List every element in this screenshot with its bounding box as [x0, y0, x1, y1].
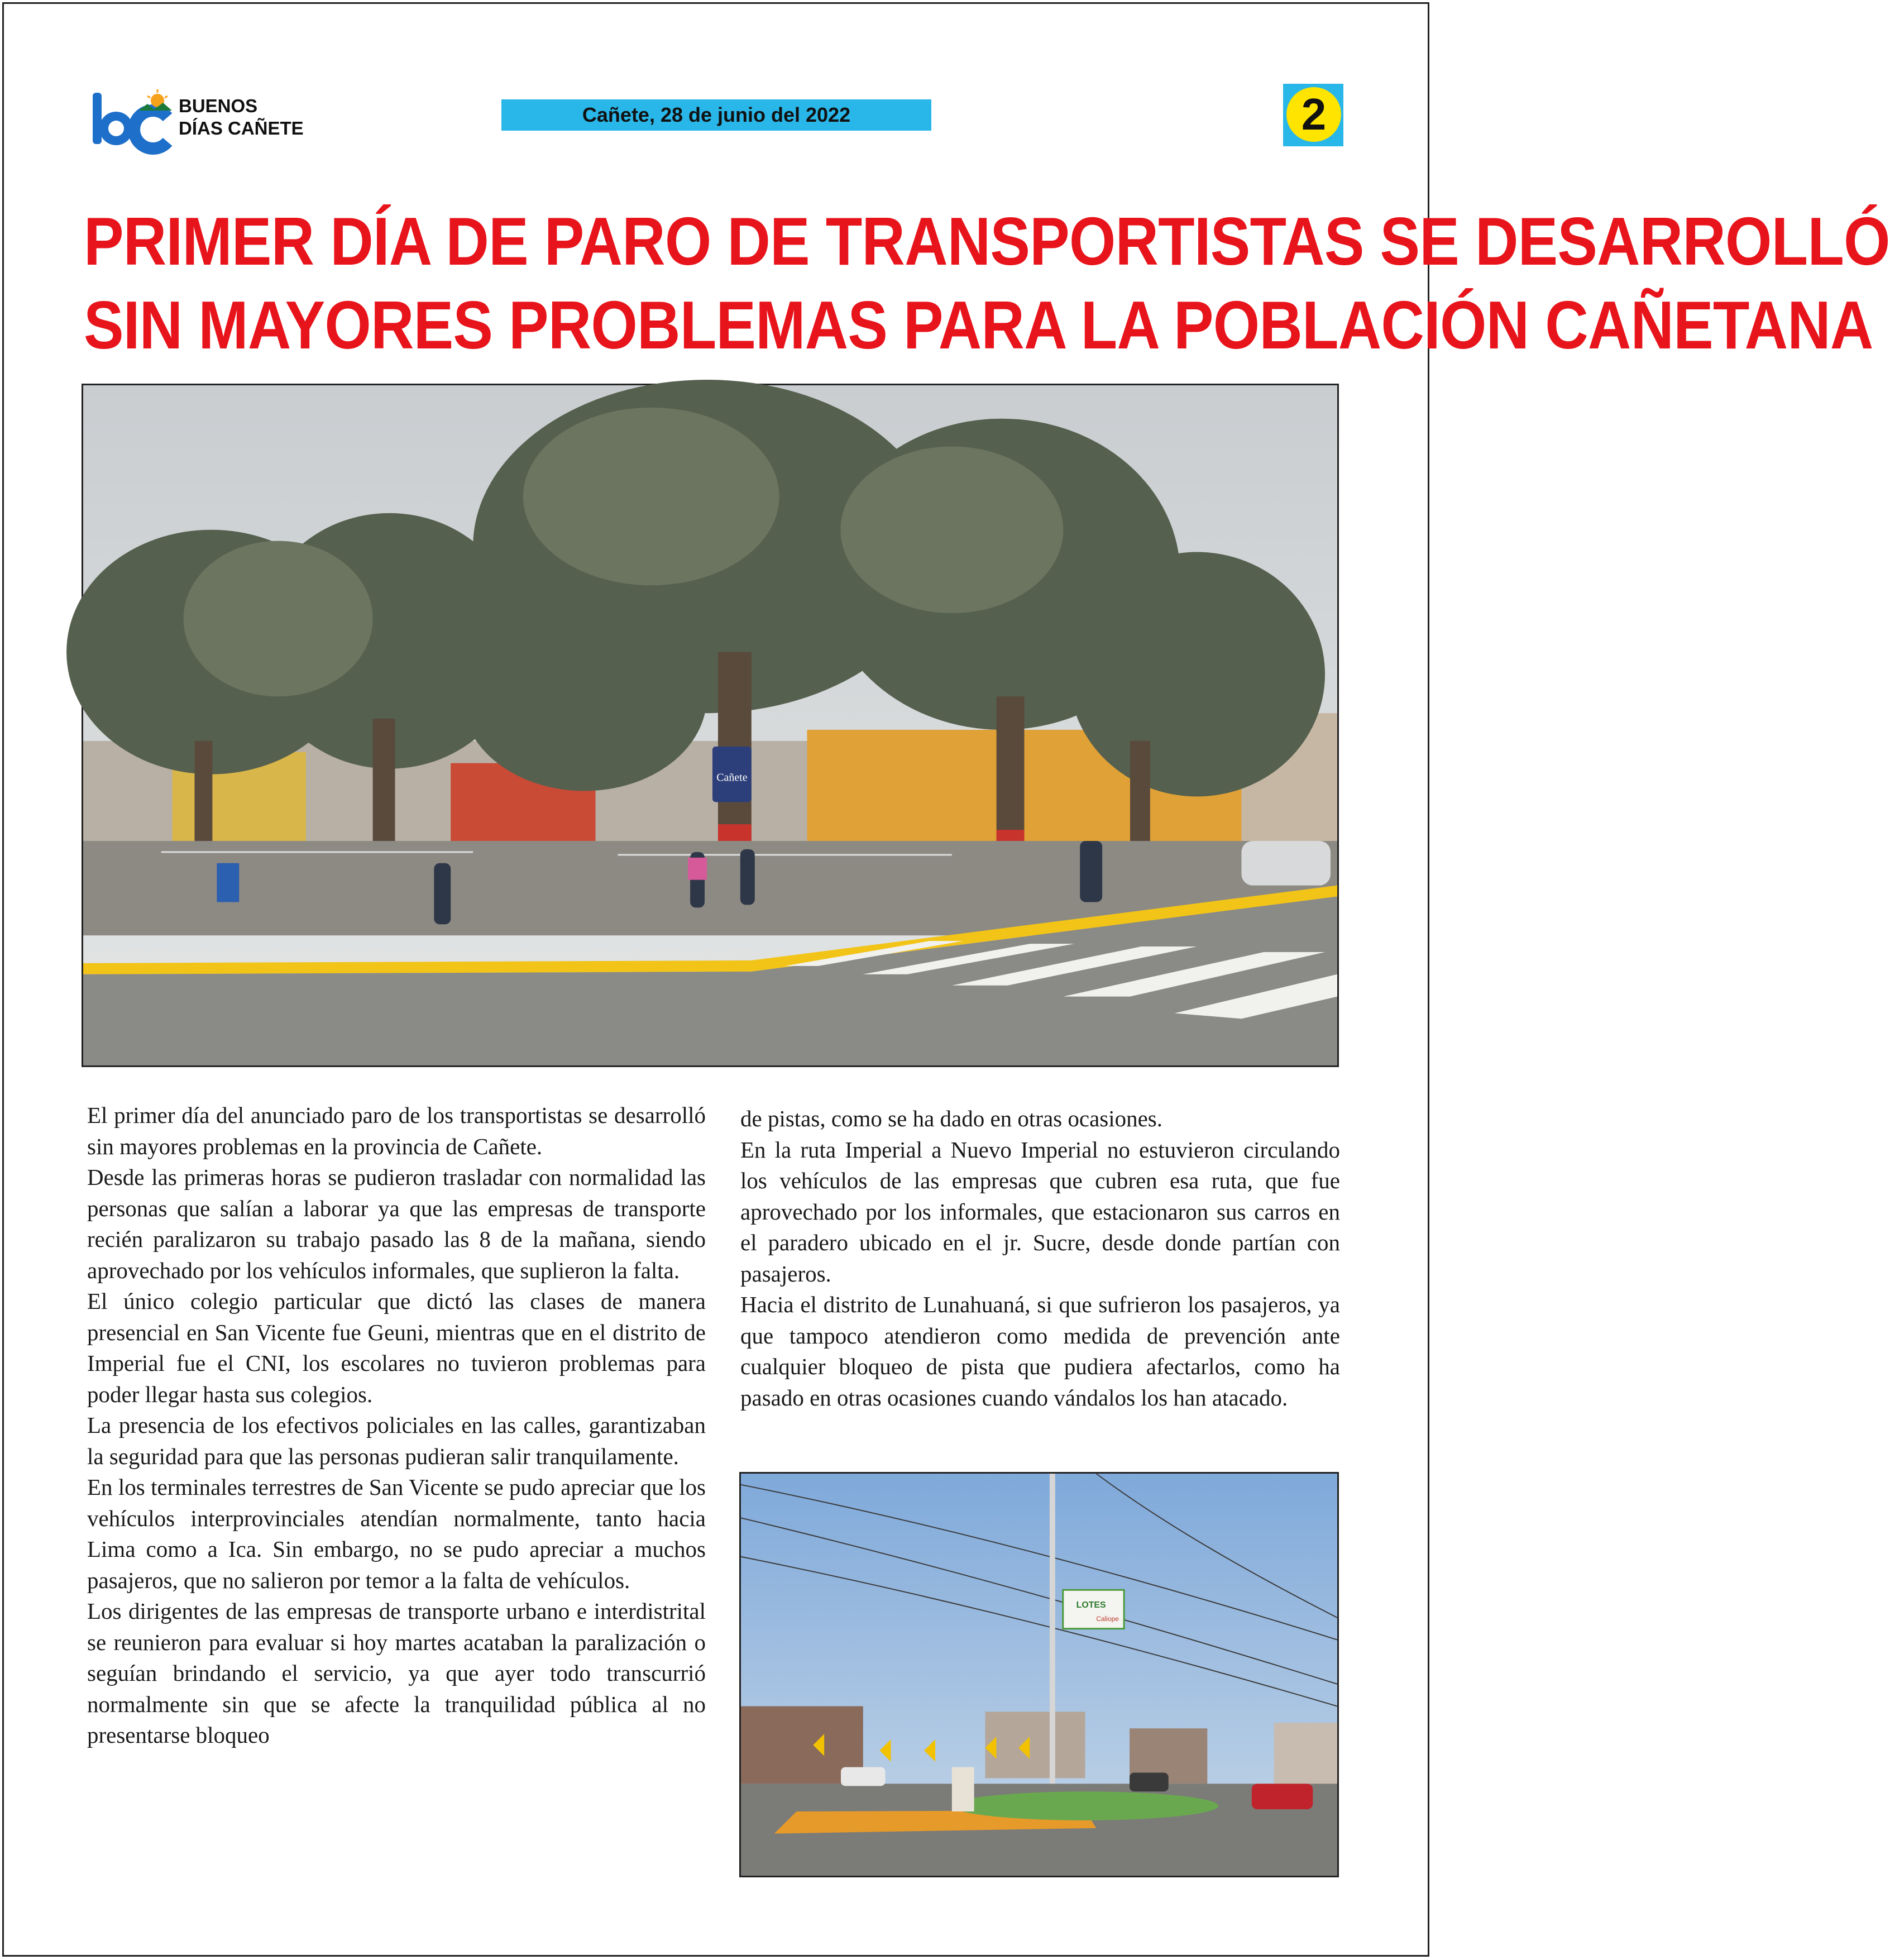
page-number: 2 — [1286, 87, 1341, 142]
article-left-column — [87, 1100, 706, 1751]
article-paragraph: En los terminales terrestres de San Vicente se pudo apreciar que los vehículos interprovinciales atendían normalmente, tanto hacia Lima como a Ica. Sin embargo, no se pudo apreciar a muchos pasajeros, que no salieron por temor a la falta de vehículos. — [87, 1474, 706, 1593]
second-photo-roundabout — [739, 1472, 1339, 1877]
article-paragraph: de pistas, como se ha dado en otras ocasiones. — [740, 1106, 1163, 1131]
article-paragraph: La presencia de los efectivos policiales en las calles, garantizaban la seguridad para que las personas pudieran salir tranquilamente. — [87, 1412, 706, 1469]
billboard-text-1: LOTES — [1076, 1600, 1106, 1610]
article-paragraph: Los dirigentes de las empresas de transporte urbano e interdistrital se reunieron para evaluar si hoy martes acataban la paralización o seguían brindando el servicio, ya que ayer todo transcurrió normalmente sin que se afecte la tranquilidad pública al no presentarse bloqueo — [87, 1598, 706, 1748]
main-photo-plaza — [82, 384, 1339, 1067]
banner-text: Cañete — [716, 771, 748, 784]
headline-line2: SIN MAYORES PROBLEMAS PARA LA POBLACIÓN CAÑETANA — [84, 287, 1873, 363]
article-paragraph: El único colegio particular que dictó las clases de manera presencial en San Vicente fue Geuni, mientras que en el distrito de Imperial fue el CNI, los escolares no tuvieron problemas para poder llegar hasta sus colegios. — [87, 1288, 706, 1407]
headline-line1: PRIMER DÍA DE PARO DE TRANSPORTISTAS SE DESARROLLÓ — [84, 203, 1890, 279]
bdc-logo — [89, 88, 173, 150]
logo-text — [179, 95, 304, 140]
billboard-text-2: Caliope — [1096, 1614, 1119, 1623]
logo-text-line1: BUENOS — [179, 95, 258, 116]
date-bar: Cañete, 28 de junio del 2022 — [501, 99, 931, 131]
article-paragraph: Desde las primeras horas se pudieron trasladar con normalidad las personas que salían a laborar ya que las empresas de transporte recién paralizaron su trabajo pasado las 8 de la mañana, siendo aprovechado por los vehículos informales, que suplieron la falta. — [87, 1164, 706, 1283]
logo-text-line2: DÍAS CAÑETE — [179, 118, 304, 138]
article-paragraph: El primer día del anunciado paro de los transportistas se desarrolló sin mayores problemas en la provincia de Cañete. — [87, 1102, 706, 1159]
article-paragraph: En la ruta Imperial a Nuevo Imperial no estuvieron circulando los vehículos de las empresas que cubren esa ruta, que fue aprovechado por los informales, que estacionaron sus carros en el paradero ubicado en el jr. Sucre, desde donde partían con pasajeros. — [740, 1136, 1340, 1287]
page-number-box — [1283, 84, 1343, 146]
article-right-column — [740, 1103, 1340, 1413]
article-paragraph: Hacia el distrito de Lunahuaná, si que sufrieron los pasajeros, ya que tampoco atendieron como medida de prevención ante cualquier bloqueo de pista que pudiera afectarlos, como ha pasado en otras ocasiones cuando vándalos los han atacado. — [740, 1292, 1340, 1411]
